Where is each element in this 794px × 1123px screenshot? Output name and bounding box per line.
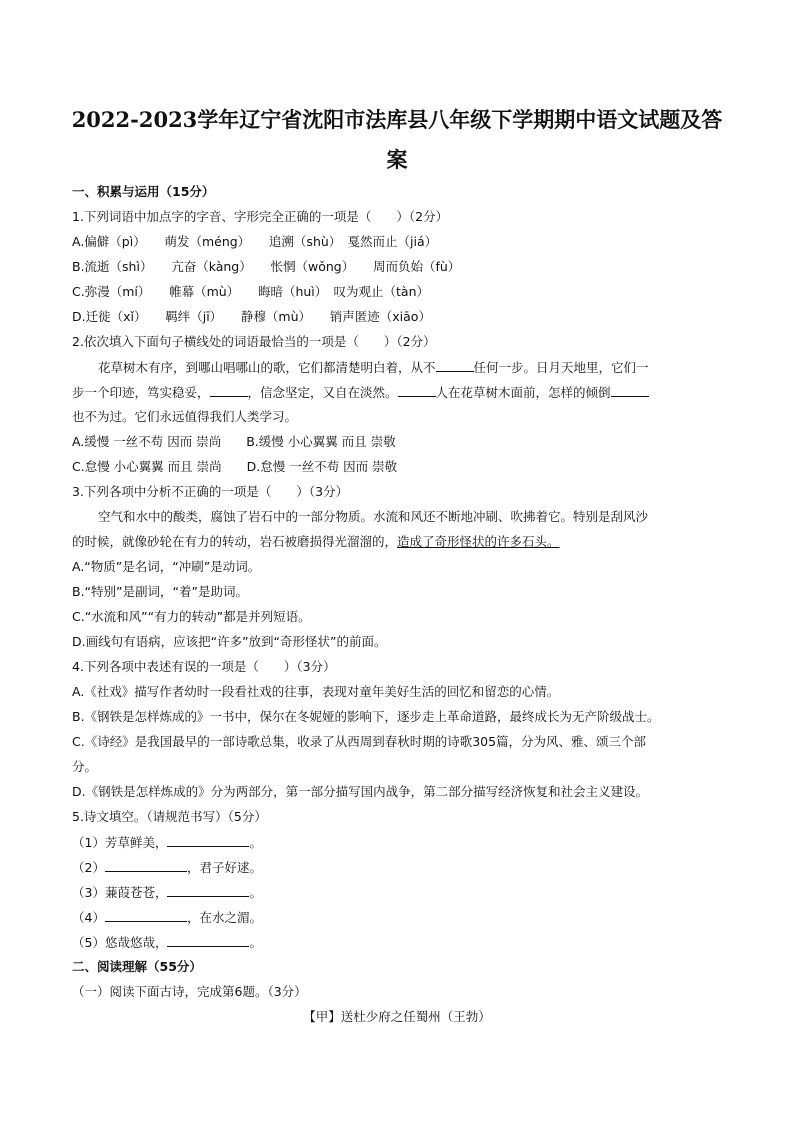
q5-item-after: ，在水之湄。 xyxy=(186,910,262,925)
q2-passage-line1 xyxy=(98,358,649,377)
q2-passage-line3: 也不为过。它们永远值得我们人类学习。 xyxy=(72,409,298,424)
section2-heading: 二、阅读理解（55分） xyxy=(72,959,202,974)
q5-item-after: 。 xyxy=(249,835,262,850)
q4-option-d: D.《钢铁是怎样炼成的》分为两部分，第一部分描写国内战争，第二部分描写经济恢复和社会主义建设。 xyxy=(72,784,649,799)
page-title-line2: 案 xyxy=(386,147,408,172)
page-title-line1: 2022-2023学年辽宁省沈阳市法库县八年级下学期期中语文试题及答 xyxy=(71,107,723,132)
fill-blank[interactable] xyxy=(436,358,474,372)
q5-item-before: 悠哉悠哉， xyxy=(104,935,168,950)
q4-option-a: A.《社戏》描写作者幼时一段看社戏的往事，表现对童年美好生活的回忆和留恋的心情。 xyxy=(72,684,560,699)
q5-item-number: （2） xyxy=(72,860,105,875)
fill-blank[interactable] xyxy=(167,933,249,947)
fill-blank[interactable] xyxy=(105,908,187,922)
q5-item-number: （5） xyxy=(72,935,105,950)
fill-blank[interactable] xyxy=(167,833,249,847)
q2-passage-line2 xyxy=(72,383,649,402)
q1-option-c: C.弥漫（mí） 帷幕（mù） 晦暗（huì） 叹为观止（tàn） xyxy=(72,284,430,299)
q3-passage-line1: 空气和水中的酸类，腐蚀了岩石中的一部分物质。水流和风还不断地冲刷、吹拂着它。特别是刮风沙 xyxy=(98,509,649,524)
fill-blank[interactable] xyxy=(210,383,248,397)
q2-passage-text: 人在花草树木面前，怎样的倾倒 xyxy=(435,385,611,400)
q3-option-a: A.“物质”是名词，“冲刷”是动词。 xyxy=(72,559,261,574)
fill-blank[interactable] xyxy=(398,383,436,397)
q4-option-c: C.《诗经》是我国最早的一部诗歌总集，收录了从西周到春秋时期的诗歌305篇，分为风、雅、颂三个部 xyxy=(72,734,647,749)
fill-blank[interactable] xyxy=(105,858,187,872)
q5-item-3 xyxy=(72,883,262,902)
q2-passage-text: 步一个印迹，笃实稳妥， xyxy=(72,385,210,400)
poem-title: 【甲】送杜少府之任蜀州（王勃） xyxy=(303,1009,491,1024)
q5-item-before: 蒹葭苍苍， xyxy=(104,885,168,900)
q5-stem: 5.诗文填空。（请规范书写）（5分） xyxy=(72,809,267,824)
q5-item-number: （1） xyxy=(72,835,105,850)
section1-heading: 一、积累与运用（15分） xyxy=(72,184,215,199)
section2-sub1: （一）阅读下面古诗，完成第6题。（3分） xyxy=(72,984,307,999)
q2-passage-text: 任何一步。日月天地里，它们一 xyxy=(473,360,649,375)
q2-passage-text: 花草树木有序，到哪山唱哪山的歌，它们都清楚明白着，从不 xyxy=(98,360,436,375)
q4-option-c-cont: 分。 xyxy=(72,759,98,774)
q5-item-2 xyxy=(72,858,262,877)
q5-item-before: 芳草鲜美， xyxy=(104,835,168,850)
q5-item-after: 。 xyxy=(249,885,262,900)
q1-option-a: A.偏僻（pì） 萌发（méng） 追溯（shù） 戛然而止（jiá） xyxy=(72,234,438,249)
fill-blank[interactable] xyxy=(611,383,649,397)
q3-passage-line2 xyxy=(72,533,560,551)
q5-item-after: ，君子好逑。 xyxy=(186,860,262,875)
q5-item-5 xyxy=(72,933,262,952)
q3-passage-text: 的时候，就像砂轮在有力的转动，岩石被磨损得光溜溜的， xyxy=(72,534,398,549)
q1-option-d: D.迁徙（xǐ） 羁绊（jī） 静穆（mù） 销声匿迹（xiāo） xyxy=(72,309,431,324)
q3-option-d: D.画线句有语病，应该把“许多”放到“奇形怪状”的前面。 xyxy=(72,634,387,649)
q2-options-cd: C.怠慢 小心翼翼 而且 崇尚 D.怠慢 一丝不苟 因而 崇敬 xyxy=(72,459,398,474)
q5-item-after: 。 xyxy=(249,935,262,950)
q5-item-number: （4） xyxy=(72,910,105,925)
q4-stem: 4.下列各项中表述有误的一项是（ ）（3分） xyxy=(72,659,336,674)
q3-option-c: C.“水流和风”“有力的转动”都是并列短语。 xyxy=(72,609,311,624)
fill-blank[interactable] xyxy=(167,883,249,897)
q2-stem: 2.依次填入下面句子横线处的词语最恰当的一项是（ ）（2分） xyxy=(72,334,436,349)
q5-item-1 xyxy=(72,833,262,852)
q4-option-b: B.《钢铁是怎样炼成的》一书中，保尔在冬妮娅的影响下，逐步走上革命道路，最终成长为无产阶级战士。 xyxy=(72,709,660,724)
q3-underlined-sentence: 造成了奇形怪状的许多石头。 xyxy=(397,534,560,549)
q3-stem: 3.下列各项中分析不正确的一项是（ ）（3分） xyxy=(72,484,349,499)
q1-stem: 1.下列词语中加点字的字音、字形完全正确的一项是（ ）（2分） xyxy=(72,209,449,224)
q5-item-4 xyxy=(72,908,262,927)
q3-option-b: B.“特别”是副词，“着”是助词。 xyxy=(72,584,248,599)
q1-option-b: B.流逝（shì） 亢奋（kàng） 怅惘（wǒng） 周而负始（fù） xyxy=(72,259,461,274)
q2-options-ab: A.缓慢 一丝不苟 因而 崇尚 B.缓慢 小心翼翼 而且 崇敬 xyxy=(72,434,396,449)
q5-item-number: （3） xyxy=(72,885,105,900)
q2-passage-text: ，信念坚定，又自在淡然。 xyxy=(247,385,398,400)
